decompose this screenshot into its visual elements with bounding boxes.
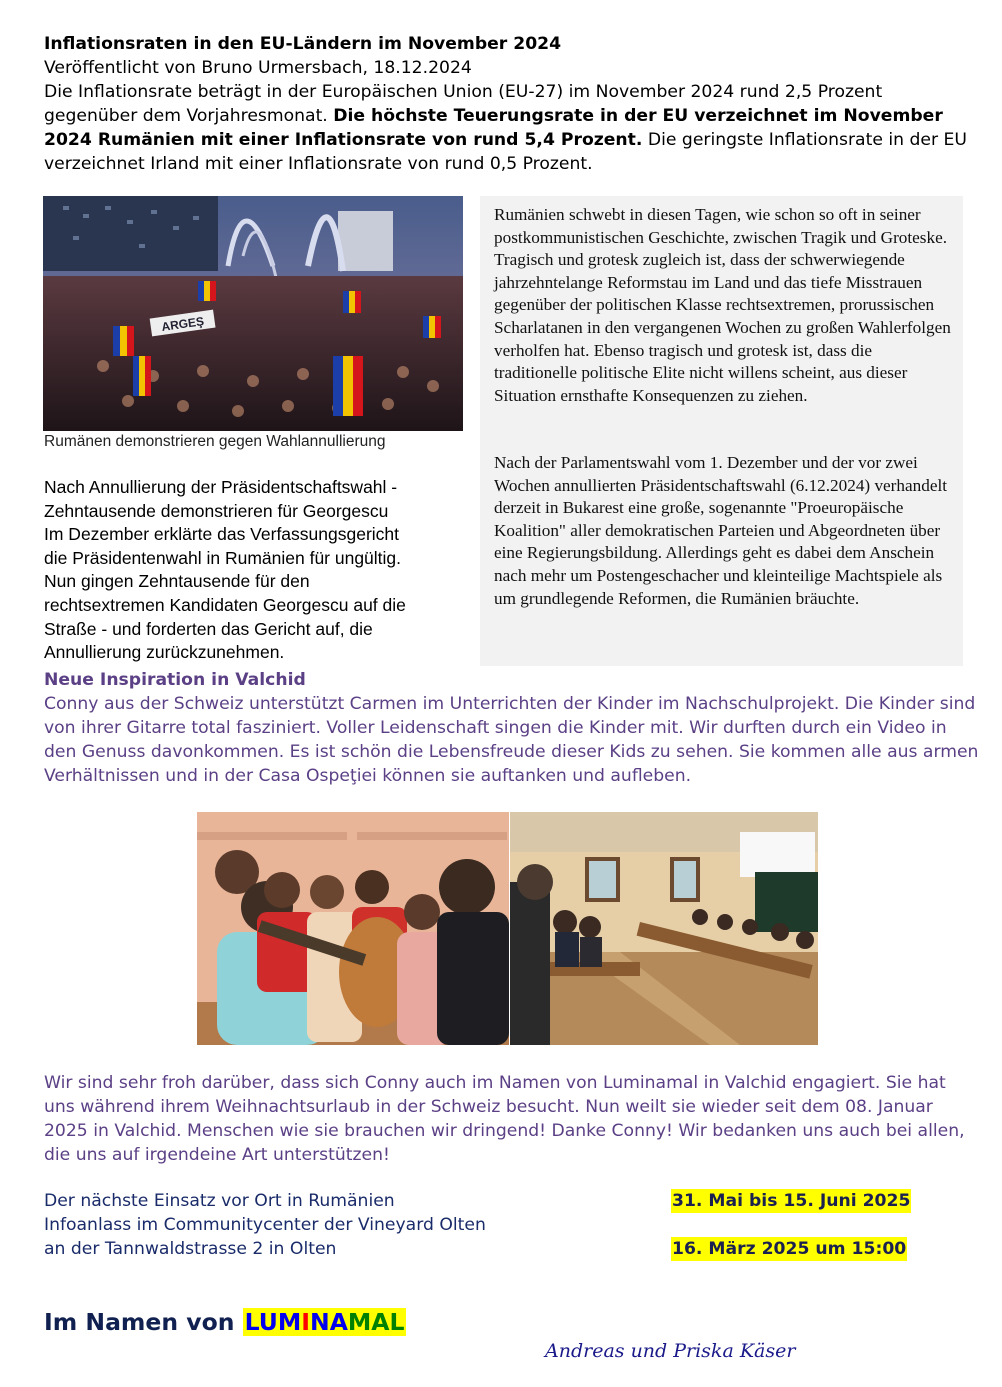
left-line: Nach Annullierung der Präsidentschaftswahl -	[44, 477, 398, 497]
thanks-paragraph: Wir sind sehr froh darüber, dass sich Conny auch im Namen von Luminamal in Valchid engagiert. Sie hat uns während ihrem Weihnachtsurlaub in der Schweiz besucht. Nun weilt sie wieder seit dem 08. Januar 2025 in Valchid. Menschen wie sie brauchen wir dringend! Danke Conny! Wir bedanken uns auch bei allen, die uns auf irgendeine Art unterstützen!	[44, 1073, 965, 1165]
signature: Andreas und Priska Käser	[545, 1340, 796, 1362]
commentary-paragraph-2: Nach der Parlamentswahl vom 1. Dezember und der vor zwei Wochen annullierten Präsidentschaftswahl (6.12.2024) verhandelt derzeit in Bukarest eine große, sogenannte "Proeuropäische Koalition" aller demokratischen Parteien und Abgeordneten über eine Regierungsbildung. Allerdings geht es dabei dem Anschein nach mehr um Postengeschacher und kleinteilige Machtspiele als um grundlegende Reformen, die Rumänien bräuchte.	[494, 453, 947, 608]
left-line: Straße - und forderten das Gericht auf, die	[44, 618, 373, 639]
brand-letter: L	[244, 1308, 259, 1336]
article-title: Inflationsraten in den EU-Ländern im November 2024	[44, 34, 562, 54]
banner-text: ARGEŞ	[160, 314, 205, 334]
brand-name-luminamal	[243, 1308, 407, 1336]
event-date: 31. Mai bis 15. Juni 2025	[672, 1191, 911, 1211]
demonstration-photo	[43, 196, 463, 431]
lead-text-end: Die geringste Inflationsrate in der EU verzeichnet Irland mit einer Inflationsrate von rund 0,5 Prozent.	[44, 130, 967, 174]
article-intro	[44, 32, 979, 176]
valchid-section	[44, 668, 984, 788]
event-row	[44, 1189, 974, 1213]
event-row	[44, 1213, 974, 1237]
event-label: an der Tannwaldstrasse 2 in Olten	[44, 1239, 337, 1259]
events-list	[44, 1189, 974, 1261]
brand-letter: U	[258, 1308, 278, 1336]
left-line: Annullierung zurückzunehmen.	[44, 642, 285, 663]
valchid-body: Conny aus der Schweiz unterstützt Carmen im Unterrichten der Kinder im Nachschulprojekt. Die Kinder sind von ihrer Gitarre total fasziniert. Voller Leidenschaft singen die Kinder mit. Wir durften durch ein Video in den Genuss davonkommen. Es ist schön die Lebensfreude dieser Kids zu sehen. Sie kommen alle aus armen Verhältnissen und in der Casa Ospeţiei können sie auftanken und aufleben.	[44, 694, 979, 786]
event-label: Infoanlass im Communitycenter der Vineyard Olten	[44, 1215, 486, 1235]
left-line: rechtsextremen Kandidaten Georgescu auf die	[44, 594, 406, 615]
commentary-box	[480, 196, 963, 666]
commentary-paragraph-1: Rumänien schwebt in diesen Tagen, wie schon so oft in seiner postkommunistischen Geschichte, zwischen Tragik und Groteske. Tragisch und grotesk zugleich ist, dass der schwerwiegende jahrzehntelange Reformstau im Land und das tiefe Misstrauen gegenüber der politischen Klasse rechtsextremen, prorussischen Scharlatanen in den vergangenen Wochen zu großen Wahlerfolgen verholfen hat. Ebenso tragisch und grotesk ist, dass die traditionelle politische Elite nicht willens scheint, aus dieser Situation ernsthafte Konsequenzen zu ziehen.	[494, 205, 951, 405]
valchid-heading: Neue Inspiration in Valchid	[44, 670, 306, 690]
lead-bold-text: Die höchste Teuerungsrate in der EU verzeichnet im November 2024 Rumänien mit einer Inflationsrate von rund 5,4 Prozent.	[44, 106, 943, 150]
left-line: die Präsidentenwahl in Rumänien für ungültig.	[44, 547, 402, 568]
lead-text: Die Inflationsrate beträgt in der Europäischen Union (EU-27) im November 2024 rund 2,5 Prozent gegenüber dem Vorjahresmonat.	[44, 82, 883, 126]
brand-letter: M	[347, 1308, 372, 1336]
classroom-photo	[510, 812, 818, 1045]
guitar-photo	[197, 812, 509, 1045]
signoff-prefix: Im Namen von	[44, 1308, 243, 1336]
left-line: Im Dezember erklärte das Verfassungsgericht	[44, 524, 400, 545]
left-line: Nun gingen Zehntausende für den	[44, 571, 310, 592]
brand-letter: I	[301, 1308, 311, 1336]
signoff	[44, 1308, 406, 1336]
brand-letter: L	[389, 1308, 405, 1336]
photo-caption: Rumänen demonstrieren gegen Wahlannullierung	[44, 433, 386, 450]
left-line: Zehntausende demonstrieren für Georgescu	[44, 500, 389, 521]
event-label: Der nächste Einsatz vor Ort in Rumänien	[44, 1191, 395, 1211]
article-byline: Veröffentlicht von Bruno Urmersbach, 18.12.2024	[44, 58, 472, 78]
brand-letter: M	[277, 1308, 302, 1336]
brand-letter: A	[371, 1308, 390, 1336]
left-column-text	[44, 476, 474, 665]
event-row	[44, 1237, 974, 1261]
brand-letter: A	[329, 1308, 348, 1336]
article-lead	[44, 80, 979, 176]
event-date: 16. März 2025 um 15:00	[672, 1239, 907, 1259]
brand-letter: N	[310, 1308, 330, 1336]
